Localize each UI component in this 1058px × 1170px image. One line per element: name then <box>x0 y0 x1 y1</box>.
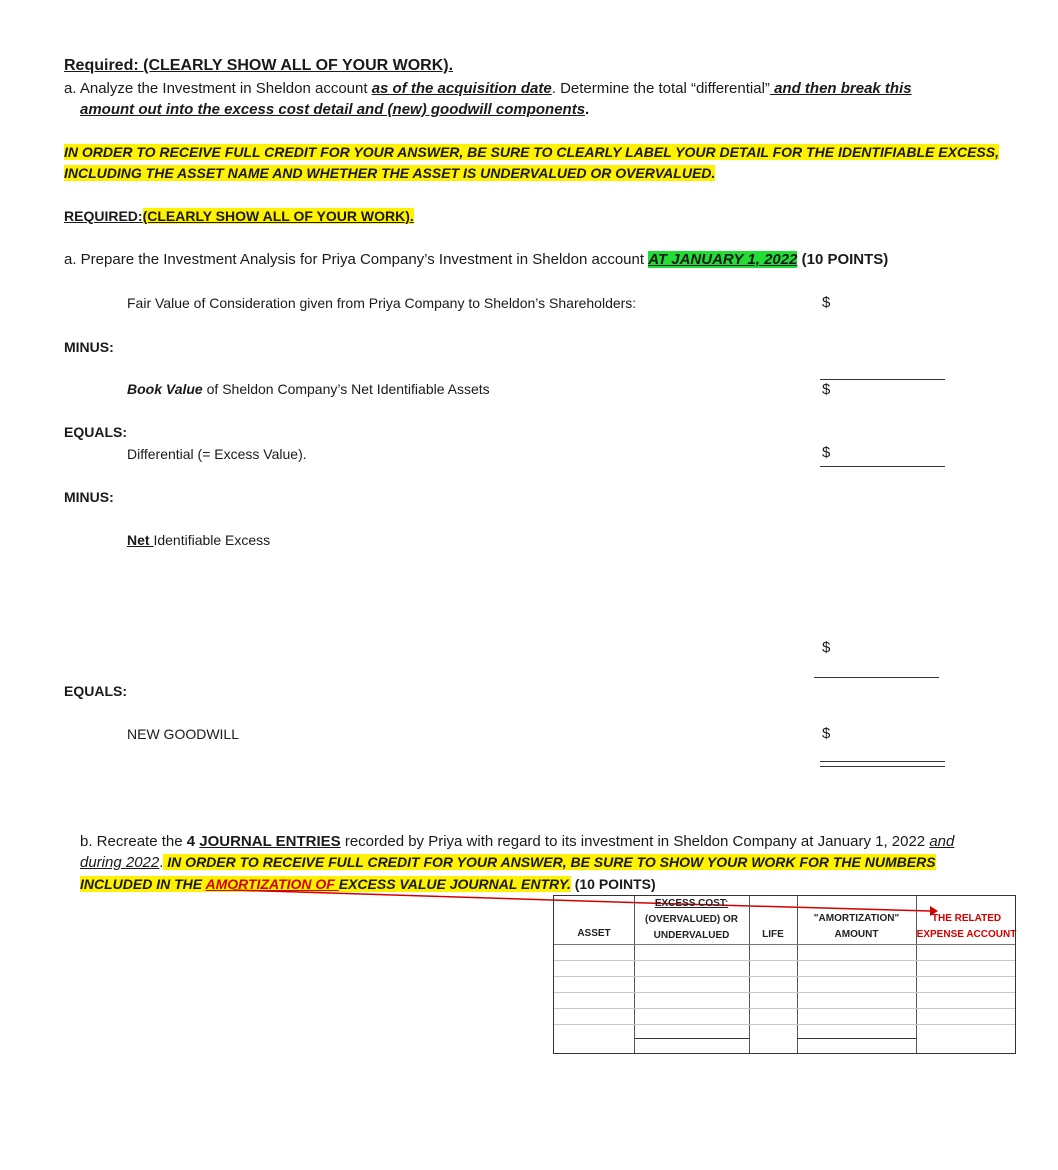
amortization-table <box>553 895 1016 1054</box>
equals-label: EQUALS: <box>64 424 127 440</box>
column-total-line <box>797 1038 916 1039</box>
differential-label: Differential (= Excess Value). <box>127 446 307 462</box>
part-b-bold: 4 <box>186 833 200 850</box>
highlighted-text: IN ORDER TO RECEIVE FULL CREDIT FOR YOUR ANSWER, BE SURE TO CLEARLY LABEL YOUR DETAIL FOR THE IDENTIFIABLE EXCESS, <box>64 144 999 160</box>
instruction-text: a. Analyze the Investment in Sheldon account <box>64 80 372 97</box>
instruction-text: . Determine the total “differential” <box>551 80 770 97</box>
dollar-sign: $ <box>822 294 831 311</box>
instruction-emphasis: as of the acquisition date <box>371 80 552 97</box>
row-line <box>554 992 1015 993</box>
dollar-sign: $ <box>822 381 831 398</box>
points-label: (10 POINTS) <box>797 251 889 268</box>
column-total-line <box>635 1038 749 1039</box>
row-line <box>554 960 1015 961</box>
column-header-asset: ASSET <box>577 928 611 939</box>
part-b-bold-underlined: JOURNAL ENTRIES <box>199 833 341 850</box>
red-underlined-text: AMORTIZATION OF <box>205 876 339 892</box>
highlighted-text: INCLUDING THE ASSET NAME AND WHETHER THE ASSET IS UNDERVALUED OR OVERVALUED. <box>64 165 716 181</box>
header-line: "AMORTIZATION" <box>813 913 900 924</box>
part-b-italic: and <box>929 833 955 850</box>
highlighted-text: (CLEARLY SHOW ALL OF YOUR WORK). <box>142 208 414 224</box>
points-label: (10 POINTS) <box>570 876 656 892</box>
header-line: AMOUNT <box>834 929 879 940</box>
date-highlight: AT JANUARY 1, 2022 <box>648 251 798 268</box>
column-header-expense-account <box>916 911 1017 943</box>
header-divider <box>554 944 1015 945</box>
header-line: EXCESS COST: <box>654 898 729 909</box>
part-b-text: recorded by Priya with regard to its investment in Sheldon Company at January 1, 2022 <box>340 833 930 850</box>
row-line <box>554 976 1015 977</box>
column-header-excess-cost <box>634 896 749 944</box>
part-a-text: a. Prepare the Investment Analysis for Priya Company’s Investment in Sheldon account <box>64 251 649 268</box>
row-line <box>554 1008 1015 1009</box>
part-b-text: . <box>159 854 164 871</box>
instruction-emphasis: and then break this <box>769 80 912 97</box>
book-value-text: of Sheldon Company’s Net Identifiable Assets <box>202 381 490 397</box>
fair-value-label: Fair Value of Consideration given from Priya Company to Sheldon’s Shareholders: <box>127 295 637 311</box>
equals-label: EQUALS: <box>64 683 127 699</box>
new-goodwill-label: NEW GOODWILL <box>127 726 240 742</box>
highlighted-text-part: EXCESS VALUE JOURNAL ENTRY. <box>338 876 571 892</box>
highlighted-text-part: INCLUDED IN THE <box>80 876 206 892</box>
required-title: Required: (CLEARLY SHOW ALL OF YOUR WORK). <box>64 57 454 74</box>
instruction-emphasis: amount out into the excess cost detail and (new) goodwill components <box>80 101 586 118</box>
dollar-sign: $ <box>822 639 831 656</box>
dollar-sign: $ <box>822 444 831 461</box>
header-line: EXPENSE ACCOUNT <box>916 929 1017 940</box>
part-b-italic: during 2022 <box>80 854 160 871</box>
header-line: (OVERVALUED) OR <box>645 914 738 925</box>
column-header-amortization <box>797 911 916 943</box>
column-header-life: LIFE <box>762 929 784 940</box>
column-divider <box>749 896 750 1053</box>
book-value-emphasis: Book Value <box>127 381 203 397</box>
header-line: THE RELATED <box>931 913 1002 924</box>
required-label: REQUIRED: <box>64 208 143 224</box>
minus-label: MINUS: <box>64 489 114 505</box>
part-b-text: b. Recreate the <box>80 833 187 850</box>
dollar-sign: $ <box>822 725 831 742</box>
row-line <box>554 1024 1015 1025</box>
header-line: UNDERVALUED <box>653 930 730 941</box>
net-emphasis: Net <box>127 532 154 548</box>
highlighted-text: IN ORDER TO RECEIVE FULL CREDIT FOR YOUR ANSWER, BE SURE TO SHOW YOUR WORK FOR THE NUMBERS <box>163 854 936 870</box>
minus-label: MINUS: <box>64 339 114 355</box>
net-text: Identifiable Excess <box>153 532 271 548</box>
instruction-text: . <box>585 101 590 118</box>
